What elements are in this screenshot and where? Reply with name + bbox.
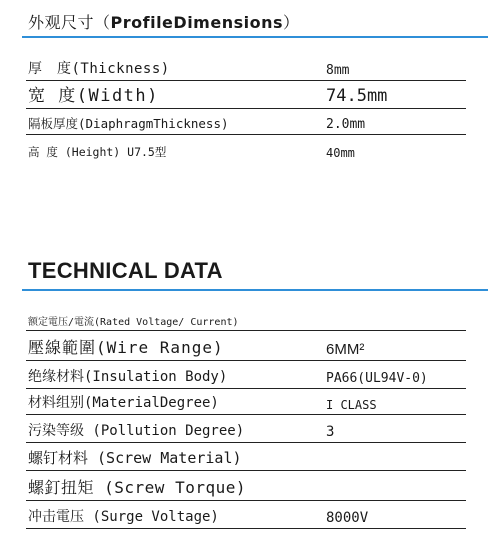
tech-row-pollution-degree — [26, 414, 466, 443]
profile-title-en: ProfileDimensions — [110, 13, 283, 32]
row-label: 材料组别(MaterialDegree) — [28, 395, 219, 411]
profile-section-title — [28, 10, 300, 33]
row-label: 冲击電压 (Surge Voltage) — [28, 509, 219, 525]
row-label: 污染等级 (Pollution Degree) — [28, 423, 245, 439]
row-label: 螺釘扭矩 (Screw Torque) — [28, 478, 246, 497]
tech-row-insulation-body — [26, 360, 466, 389]
row-label: 额定電压/電流(Rated Voltage/ Current) — [28, 317, 239, 328]
tech-row-surge-voltage — [26, 500, 466, 529]
profile-title-end: ） — [283, 13, 300, 32]
tech-row-material-degree — [26, 388, 466, 415]
row-label: 壓線範圍(Wire Range) — [28, 338, 224, 357]
profile-row-diaphragm-thickness — [26, 108, 466, 135]
row-value: I CLASS — [326, 398, 377, 412]
profile-title-cn: 外观尺寸（ — [28, 13, 111, 32]
profile-row-thickness — [26, 56, 466, 81]
profile-row-height — [26, 134, 466, 162]
row-label: 绝缘材料(Insulation Body) — [28, 369, 228, 385]
tech-row-screw-material — [26, 442, 466, 471]
row-value: 74.5mm — [326, 86, 388, 106]
row-value: PA66(UL94V-0) — [326, 371, 428, 386]
technical-title-underline — [22, 289, 488, 291]
row-value: 8000V — [326, 510, 369, 526]
row-label: 宽 度(Width) — [28, 86, 159, 106]
technical-section-title: TECHNICAL DATA — [28, 258, 223, 283]
row-value: 2.0mm — [326, 117, 366, 132]
row-value: 3 — [326, 424, 335, 440]
row-label: 高 度 (Height) U7.5型 — [28, 145, 167, 159]
profile-title-underline — [22, 36, 488, 38]
row-label: 厚 度(Thickness) — [28, 61, 170, 77]
tech-row-wire-range — [26, 330, 466, 361]
row-value: 6MM² — [326, 341, 365, 358]
tech-row-rated-voltage — [26, 306, 466, 331]
row-value: 8mm — [326, 63, 350, 78]
row-label: 螺钉材料 (Screw Material) — [28, 449, 242, 467]
row-value: 40mm — [326, 146, 355, 160]
tech-row-screw-torque — [26, 470, 466, 501]
profile-row-width — [26, 80, 466, 109]
row-label: 隔板厚度(DiaphragmThickness) — [28, 116, 229, 131]
